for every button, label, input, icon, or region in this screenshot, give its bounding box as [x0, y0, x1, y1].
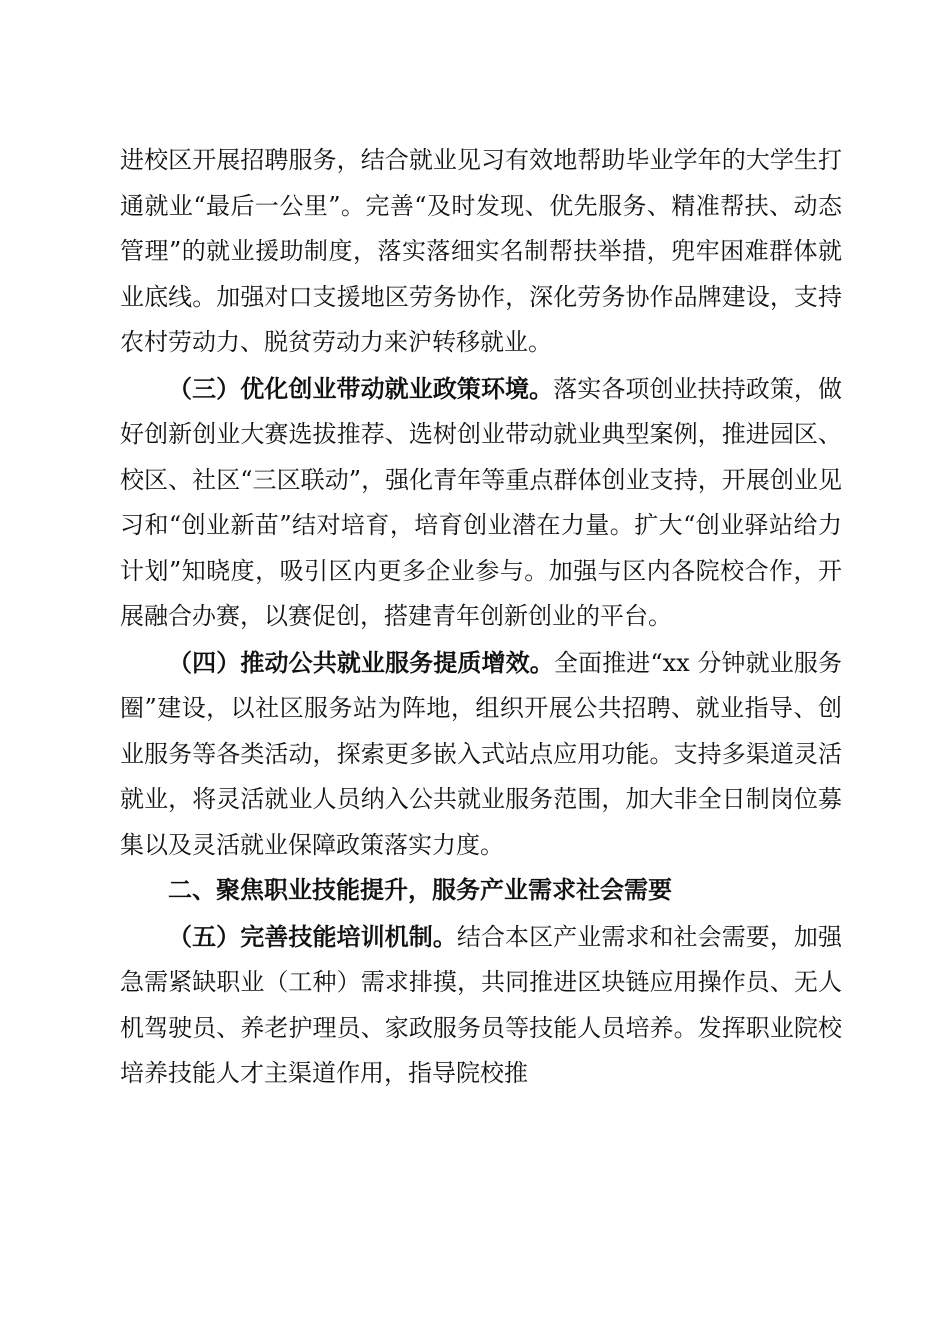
document-page — [120, 138, 842, 1097]
chapter-heading-2: 二、聚焦职业技能提升，服务产业需求社会需要 — [168, 876, 672, 904]
section-4-body: 全面推进“xx 分钟就业服务圈”建设，以社区服务站为阵地，组织开展公共招聘、就业指导、创业服务等各类活动，探索更多嵌入式站点应用功能。支持多渠道灵活就业，将灵活就业人员纳入公共就业服务范围，加大非全日制岗位募集以及灵活就业保障政策落实力度。 — [120, 648, 843, 859]
paragraph-continuation: 进校区开展招聘服务，结合就业见习有效地帮助毕业学年的大学生打通就业“最后一公里”。完善“及时发现、优先服务、精准帮扶、动态管理”的就业援助制度，落实落细实名制帮扶举措，兜牢困难群体就业底线。加强对口支援地区劳务协作，深化劳务协作品牌建设，支持农村劳动力、脱贫劳动力来沪转移就业。 — [120, 146, 842, 356]
section-4-title: （四）推动公共就业服务提质增效。 — [168, 647, 554, 677]
section-5-body: 结合本区产业需求和社会需要，加强急需紧缺职业（工种）需求排摸，共同推进区块链应用操作员、无人机驾驶员、养老护理员、家政服务员等技能人员培养。发挥职业院校培养技能人才主渠道作用，指导院校推 — [120, 922, 843, 1087]
paragraph-section-3 — [120, 366, 842, 640]
section-5-title: （五）完善技能培训机制。 — [168, 921, 457, 951]
section-3-body: 落实各项创业扶持政策，做好创新创业大赛选拔推荐、选树创业带动就业典型案例，推进园区、校区、社区“三区联动”，强化青年等重点群体创业支持，开展创业见习和“创业新苗”结对培育，培育创业潜在力量。扩大“创业驿站给力计划”知晓度，吸引区内更多企业参与。加强与区内各院校合作，开展融合办赛，以赛促创，搭建青年创新创业的平台。 — [120, 374, 843, 630]
section-3-title: （三）优化创业带动就业政策环境。 — [168, 373, 554, 403]
paragraph-section-5 — [120, 914, 842, 1097]
paragraph-section-4 — [120, 640, 842, 869]
